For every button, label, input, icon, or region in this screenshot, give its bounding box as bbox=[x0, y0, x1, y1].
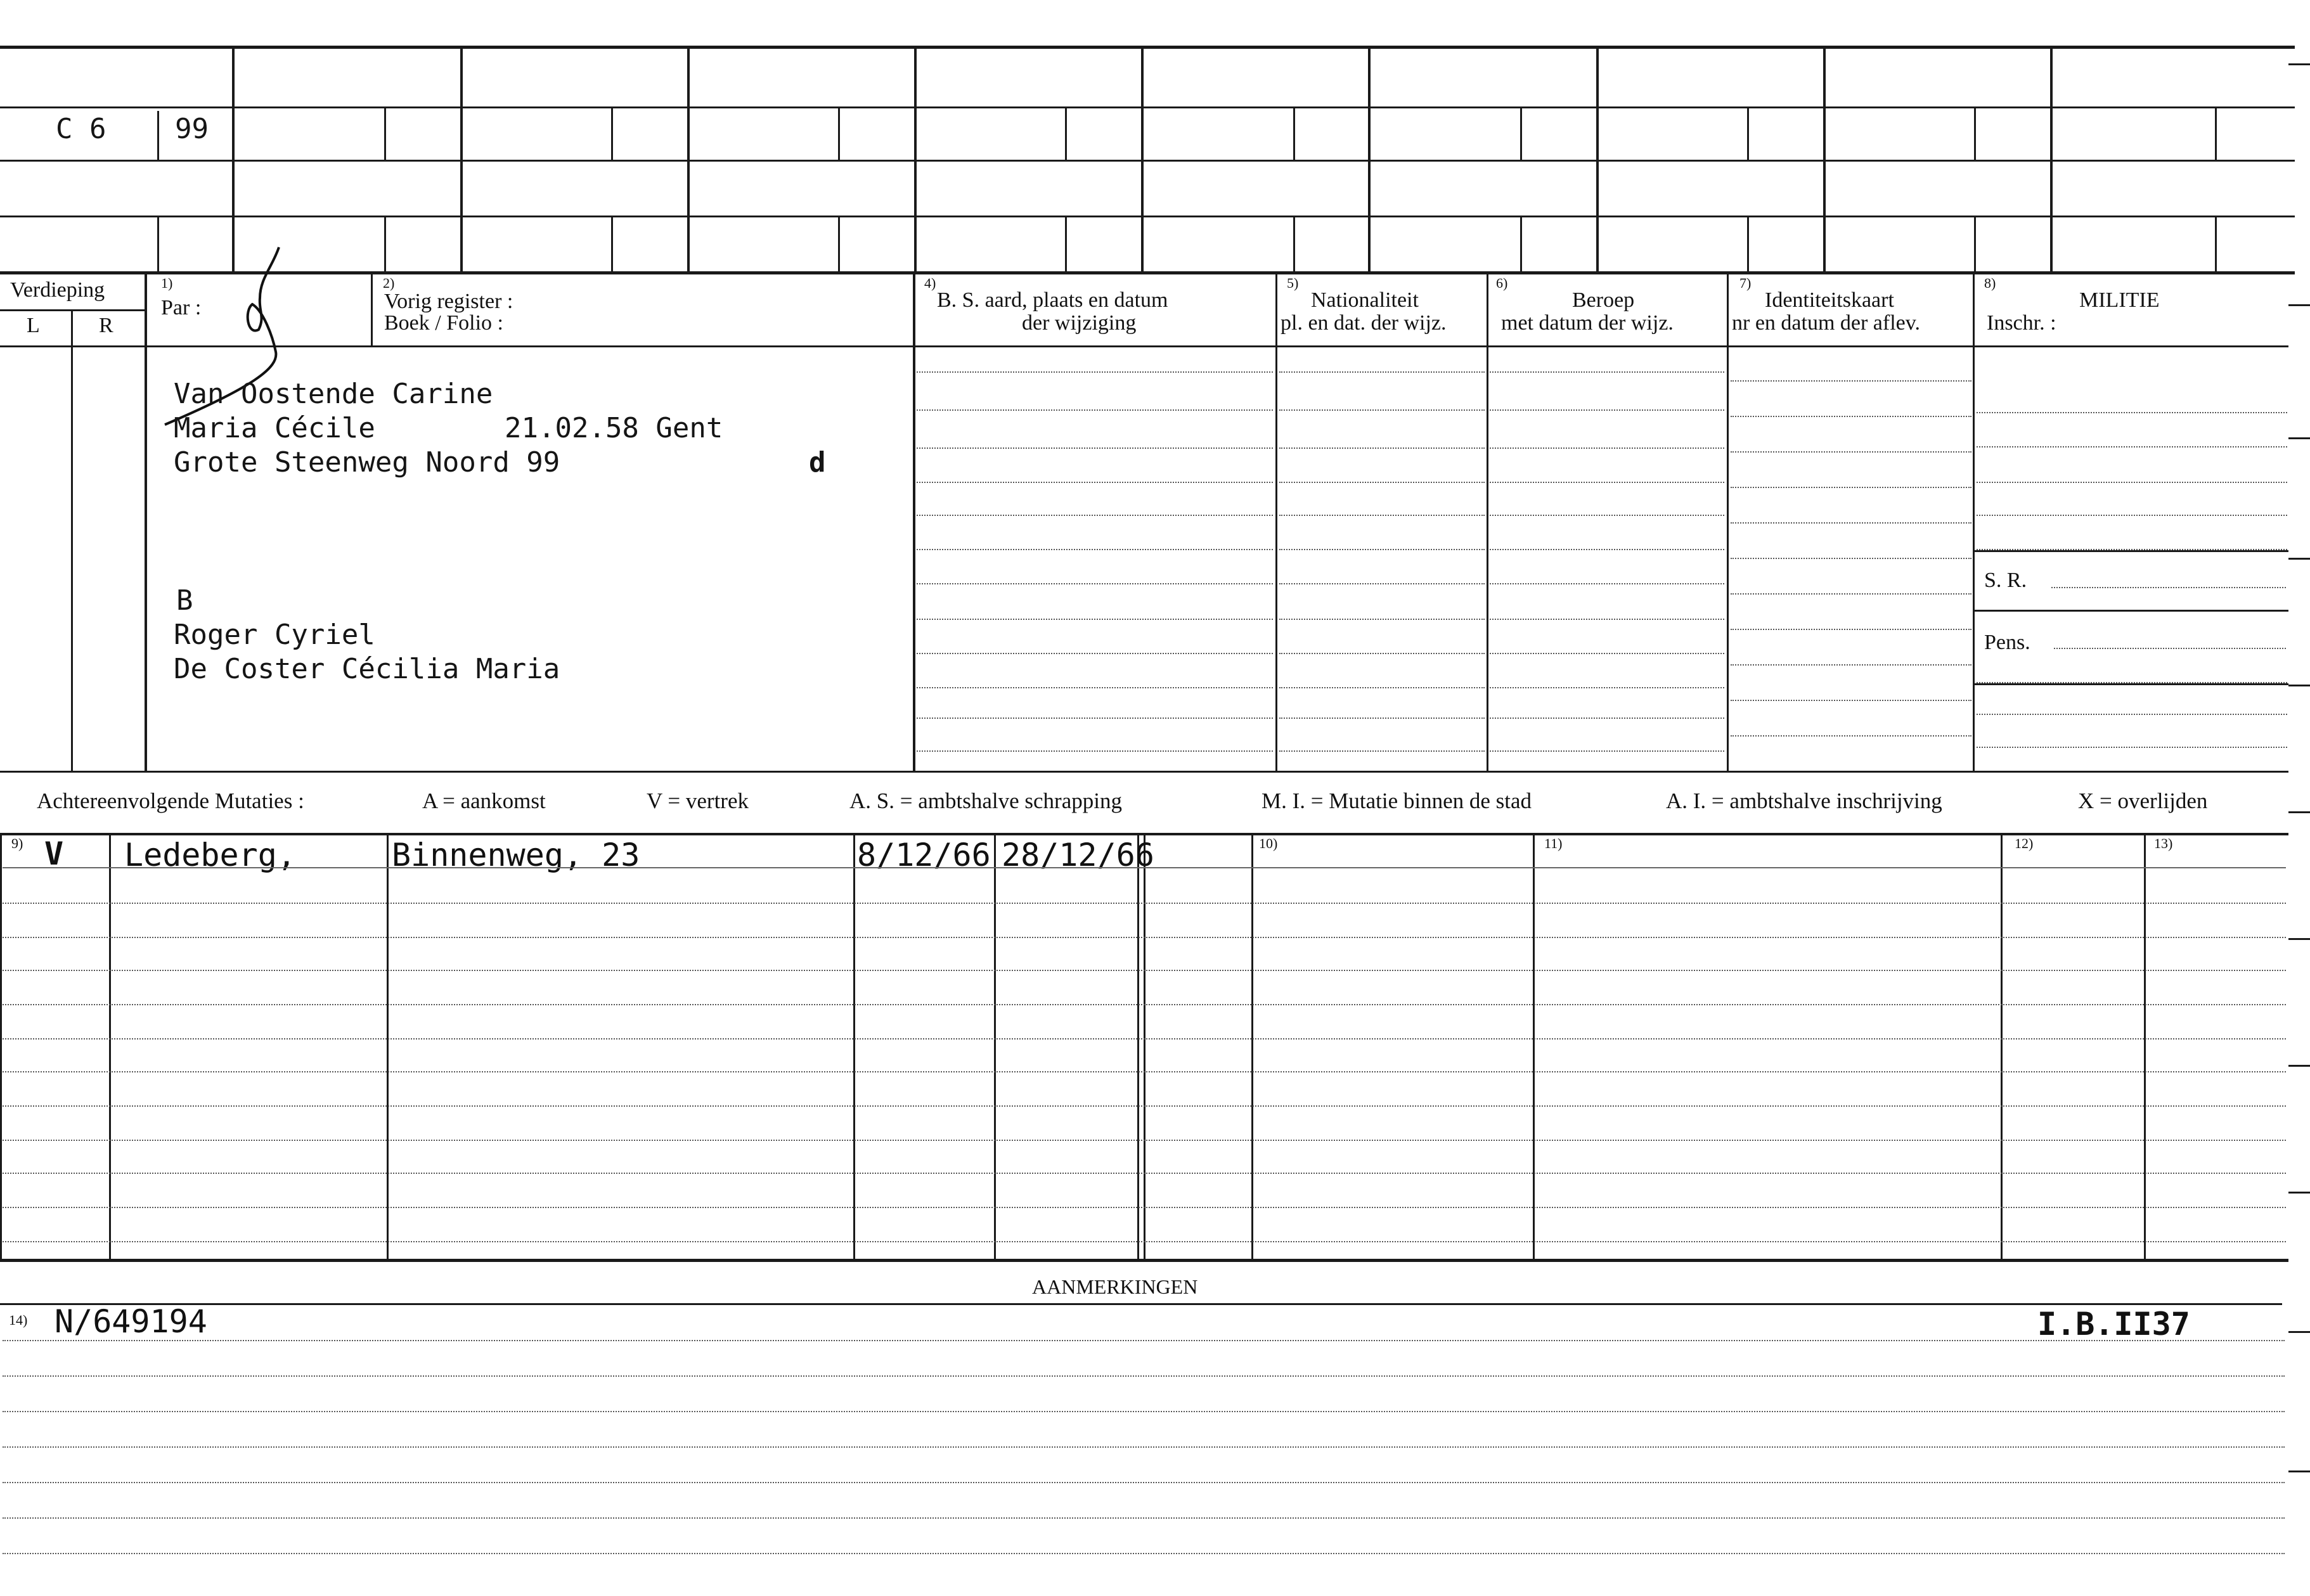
remarks-number: 14) bbox=[9, 1312, 28, 1328]
col8-inschr-label: Inschr. : bbox=[1987, 311, 2056, 335]
verdieping-label: Verdieping bbox=[10, 278, 105, 302]
col4-label-a: B. S. aard, plaats en datum bbox=[937, 288, 1168, 312]
col9-number: 9) bbox=[11, 835, 23, 851]
legend-vertrek: V = vertrek bbox=[647, 788, 749, 813]
col8-militie-label: MILITIE bbox=[2079, 288, 2160, 312]
col7-label-a: Identiteitskaart bbox=[1765, 288, 1894, 312]
person-middle-names: Maria Cécile bbox=[174, 412, 375, 444]
verdieping-r-label: R bbox=[99, 314, 113, 337]
mutation-date-2: 28/12/66 bbox=[1002, 837, 1154, 873]
col5-number: 5) bbox=[1287, 275, 1299, 291]
verdieping-l-label: L bbox=[27, 314, 40, 337]
parent-code: B bbox=[176, 584, 193, 617]
legend-title: Achtereenvolgende Mutaties : bbox=[37, 788, 304, 813]
col8-number: 8) bbox=[1984, 275, 1996, 291]
col4-number: 4) bbox=[924, 275, 936, 291]
col7-label-b: nr en datum der aflev. bbox=[1732, 311, 1921, 335]
mutation-address: Binnenweg, 23 bbox=[392, 837, 640, 873]
remarks-title: AANMERKINGEN bbox=[1032, 1275, 1198, 1298]
col10-number: 10) bbox=[1259, 835, 1278, 851]
remarks-code: N/649194 bbox=[55, 1303, 207, 1340]
legend-ambtshalve-inschrijving: A. I. = ambtshalve inschrijving bbox=[1666, 788, 1942, 813]
militie-pens-label: Pens. bbox=[1984, 631, 2030, 654]
mutation-type: V bbox=[44, 835, 64, 872]
legend-overlijden: X = overlijden bbox=[2078, 788, 2208, 813]
person-marker: d bbox=[809, 446, 826, 479]
col11-number: 11) bbox=[1544, 835, 1563, 851]
col4-label-b: der wijziging bbox=[1022, 311, 1137, 335]
col2-label-boek: Boek / Folio : bbox=[384, 311, 503, 335]
legend-ambtshalve-schrapping: A. S. = ambtshalve schrapping bbox=[849, 788, 1122, 813]
person-surname-firstname: Van Oostende Carine bbox=[174, 378, 493, 410]
militie-sr-label: S. R. bbox=[1984, 569, 2027, 592]
register-code-number: 99 bbox=[175, 113, 209, 145]
col13-number: 13) bbox=[2154, 835, 2173, 851]
father-name: Roger Cyriel bbox=[174, 619, 375, 651]
col6-label-b: met datum der wijz. bbox=[1501, 311, 1674, 335]
person-birth-date-place: 21.02.58 Gent bbox=[505, 412, 723, 444]
mutation-date-1: 8/12/66 bbox=[857, 837, 991, 873]
mutation-place: Ledeberg, bbox=[124, 837, 296, 873]
col1-number: 1) bbox=[161, 275, 173, 291]
mother-name: De Coster Cécilia Maria bbox=[174, 653, 560, 685]
register-code-letter: C 6 bbox=[56, 113, 106, 145]
col2-number: 2) bbox=[383, 275, 395, 291]
col7-number: 7) bbox=[1739, 275, 1752, 291]
col6-label-a: Beroep bbox=[1572, 288, 1635, 312]
col12-number: 12) bbox=[2015, 835, 2034, 851]
remarks-reference: I.B.II37 bbox=[2037, 1306, 2190, 1342]
col2-label-register: Vorig register : bbox=[384, 290, 513, 313]
legend-aankomst: A = aankomst bbox=[422, 788, 546, 813]
col5-label-a: Nationaliteit bbox=[1311, 288, 1419, 312]
legend-mutatie-stad: M. I. = Mutatie binnen de stad bbox=[1261, 788, 1532, 813]
col1-label: Par : bbox=[161, 296, 202, 319]
col5-label-b: pl. en dat. der wijz. bbox=[1281, 311, 1447, 335]
person-address: Grote Steenweg Noord 99 bbox=[174, 446, 560, 479]
col6-number: 6) bbox=[1496, 275, 1508, 291]
